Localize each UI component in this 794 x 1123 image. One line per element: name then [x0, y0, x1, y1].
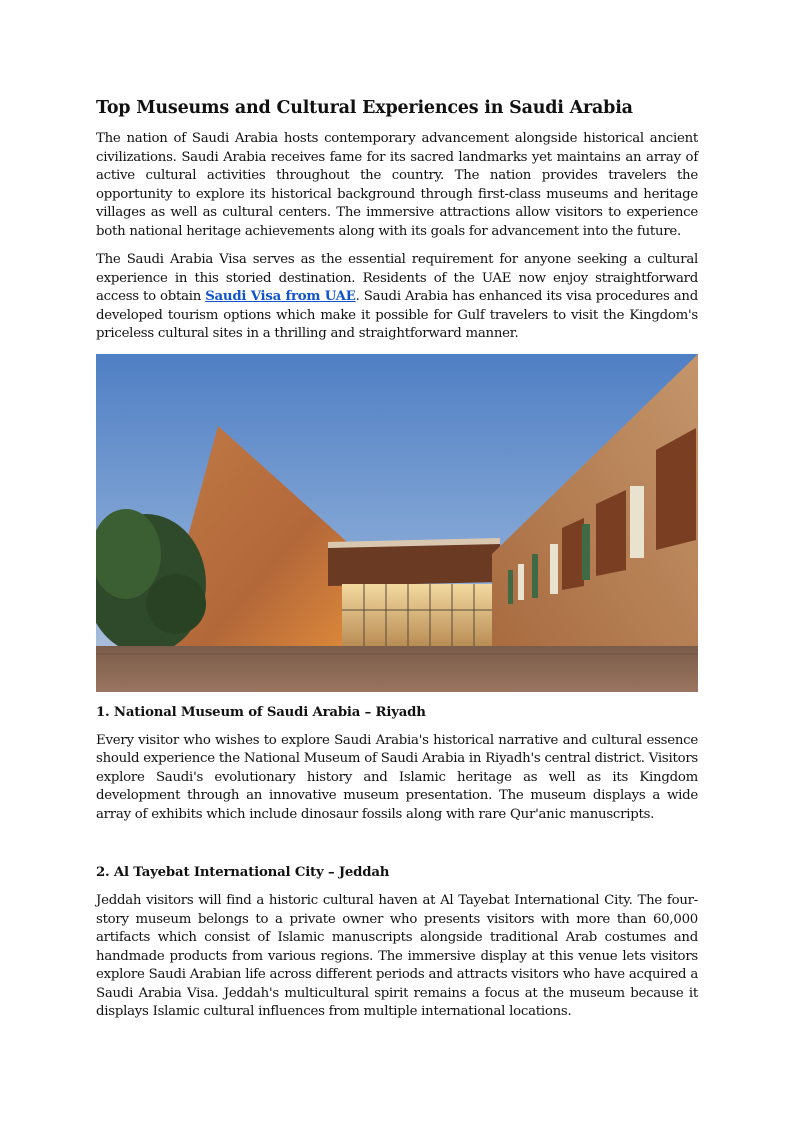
section-body: Every visitor who wishes to explore Saudi Arabia's historical narrative and cultural essence should experience the National Museum of Saudi Arabia in Riyadh's central district. Visitors explore Saudi's evolutionary history and Islamic heritage as well as its Kingdom development through an innovative museum presentation. The museum displays a wide array of exhibits which include dinosaur fossils along with rare Qur'anic manuscripts. — [96, 732, 698, 822]
visa-text-before: The Saudi Arabia Visa serves as the essential requirement for anyone seeking a cultural experience in this storied destination. Residents of the UAE now enjoy straightforward access to obtain — [96, 252, 698, 304]
intro-paragraph: The nation of Saudi Arabia hosts contemporary advancement alongside historical ancient civilizations. Saudi Arabia receives fame for its sacred landmarks yet maintains an array of active cultural activities throughout the country. The nation provides travelers the opportunity to explore its historical background through first-class museums and heritage villages as well as cultural centers. The immersive attractions allow visitors to experience both national heritage achievements along with its goals for advancement into the future. — [96, 131, 698, 239]
visa-text-after: . Saudi Arabia has enhanced its visa procedures and developed tourism options which make it possible for Gulf travelers to visit the Kingdom's priceless cultural sites in a thrilling and straightforward manner. — [96, 289, 698, 341]
section-heading: 1. National Museum of Saudi Arabia – Riyadh — [96, 704, 426, 720]
document-page — [96, 96, 698, 1032]
section-spacer — [96, 834, 698, 864]
museum-photo — [96, 354, 698, 692]
page-title: Top Museums and Cultural Experiences in Saudi Arabia — [96, 98, 633, 118]
section-heading: 2. Al Tayebat International City – Jeddah — [96, 865, 390, 880]
saudi-visa-link[interactable]: Saudi Visa from UAE — [205, 289, 356, 304]
visa-paragraph — [96, 251, 698, 344]
section-body: Jeddah visitors will find a historic cultural haven at Al Tayebat International City. The four-story museum belongs to a private owner who presents visitors with more than 60,000 artifacts which consist of Islamic manuscripts alongside traditional Arab costumes and handmade products from various regions. The immersive display at this venue lets visitors explore Saudi Arabian life across different periods and attracts visitors who have acquired a Saudi Arabia Visa. Jeddah's multicultural spirit remains a focus at the museum because it displays Islamic cultural influences from multiple international locations. — [96, 893, 698, 1019]
